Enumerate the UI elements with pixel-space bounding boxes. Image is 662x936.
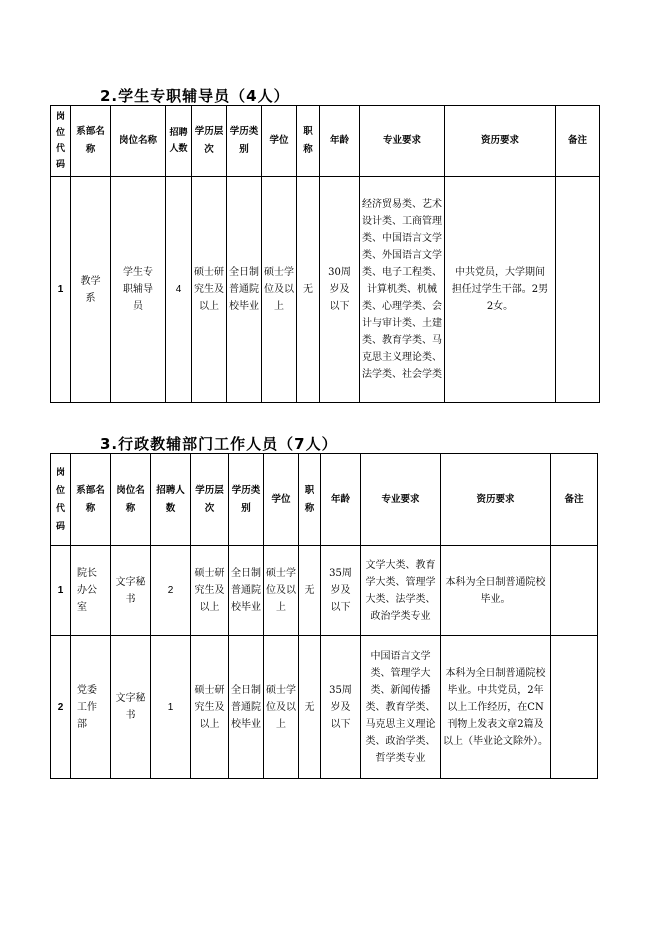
cell-count: 1	[151, 636, 191, 779]
header-edu-level: 学历层次	[192, 106, 227, 177]
table-row	[51, 546, 598, 636]
admin-staff-job-table	[50, 453, 598, 779]
cell-position: 文字秘书	[111, 636, 151, 779]
cell-position: 文字秘书	[111, 546, 151, 636]
header-position: 岗位名称	[111, 454, 151, 546]
table-row	[51, 177, 600, 403]
cell-age: 35周岁及以下	[321, 546, 361, 636]
header-qualification: 资历要求	[445, 106, 556, 177]
cell-position: 学生专职辅导员	[111, 177, 166, 403]
header-qualification: 资历要求	[441, 454, 551, 546]
cell-age: 35周岁及以下	[321, 636, 361, 779]
header-edu-type: 学历类别	[229, 454, 264, 546]
cell-degree: 硕士学位及以上	[262, 177, 297, 403]
cell-qualification: 本科为全日制普通院校毕业。中共党员，2年以上工作经历，在CN刊物上发表文章2篇及以上（毕业论文除外）。	[441, 636, 551, 779]
cell-dept: 院长办公室	[71, 546, 111, 636]
table-header-row	[51, 106, 600, 177]
header-age: 年龄	[320, 106, 360, 177]
cell-edu-type: 全日制普通院校毕业	[229, 546, 264, 636]
header-count: 招聘人数	[166, 106, 192, 177]
header-title: 职称	[299, 454, 321, 546]
cell-remarks	[556, 177, 600, 403]
table-row	[51, 636, 598, 779]
cell-code: 1	[51, 177, 71, 403]
counselor-job-table	[50, 105, 600, 403]
cell-qualification: 中共党员，大学期间担任过学生干部。2男2女。	[445, 177, 556, 403]
cell-qualification: 本科为全日制普通院校毕业。	[441, 546, 551, 636]
header-position: 岗位名称	[111, 106, 166, 177]
table-header-row	[51, 454, 598, 546]
header-remarks: 备注	[551, 454, 598, 546]
header-remarks: 备注	[556, 106, 600, 177]
cell-degree: 硕士学位及以上	[264, 636, 299, 779]
cell-degree: 硕士学位及以上	[264, 546, 299, 636]
header-code: 岗位代码	[51, 454, 71, 546]
cell-edu-level: 硕士研究生及以上	[191, 546, 229, 636]
header-dept: 系部名称	[71, 106, 111, 177]
cell-code: 1	[51, 546, 71, 636]
cell-age: 30周岁及以下	[320, 177, 360, 403]
header-major: 专业要求	[360, 106, 445, 177]
cell-edu-level: 硕士研究生及以上	[191, 636, 229, 779]
header-code: 岗位代码	[51, 106, 71, 177]
cell-major: 文学大类、教育学大类、管理学大类、法学类、政治学类专业	[361, 546, 441, 636]
cell-count: 4	[166, 177, 192, 403]
header-degree: 学位	[264, 454, 299, 546]
cell-count: 2	[151, 546, 191, 636]
header-count: 招聘人数	[151, 454, 191, 546]
cell-edu-type: 全日制普通院校毕业	[229, 636, 264, 779]
header-degree: 学位	[262, 106, 297, 177]
cell-edu-type: 全日制普通院校毕业	[227, 177, 262, 403]
cell-title: 无	[299, 636, 321, 779]
section-title-counselor: 2.学生专职辅导员（4人）	[100, 87, 290, 105]
cell-major: 中国语言文学类、管理学大类、新闻传播类、教育学类、马克思主义理论类、政治学类、哲学类专业	[361, 636, 441, 779]
header-edu-level: 学历层次	[191, 454, 229, 546]
cell-title: 无	[299, 546, 321, 636]
header-dept: 系部名称	[71, 454, 111, 546]
header-title: 职称	[297, 106, 320, 177]
header-major: 专业要求	[361, 454, 441, 546]
header-age: 年龄	[321, 454, 361, 546]
header-edu-type: 学历类别	[227, 106, 262, 177]
cell-remarks	[551, 636, 598, 779]
cell-major: 经济贸易类、艺术设计类、工商管理类、中国语言文学类、外国语言文学类、电子工程类、计算机类、机械类、心理学类、会计与审计类、土建类、教育学类、马克思主义理论类、法学类、社会学类	[360, 177, 445, 403]
cell-remarks	[551, 546, 598, 636]
cell-code: 2	[51, 636, 71, 779]
section-title-admin-staff: 3.行政教辅部门工作人员（7人）	[100, 435, 338, 453]
cell-dept: 教学系	[71, 177, 111, 403]
cell-dept: 党委工作部	[71, 636, 111, 779]
cell-title: 无	[297, 177, 320, 403]
cell-edu-level: 硕士研究生及以上	[192, 177, 227, 403]
